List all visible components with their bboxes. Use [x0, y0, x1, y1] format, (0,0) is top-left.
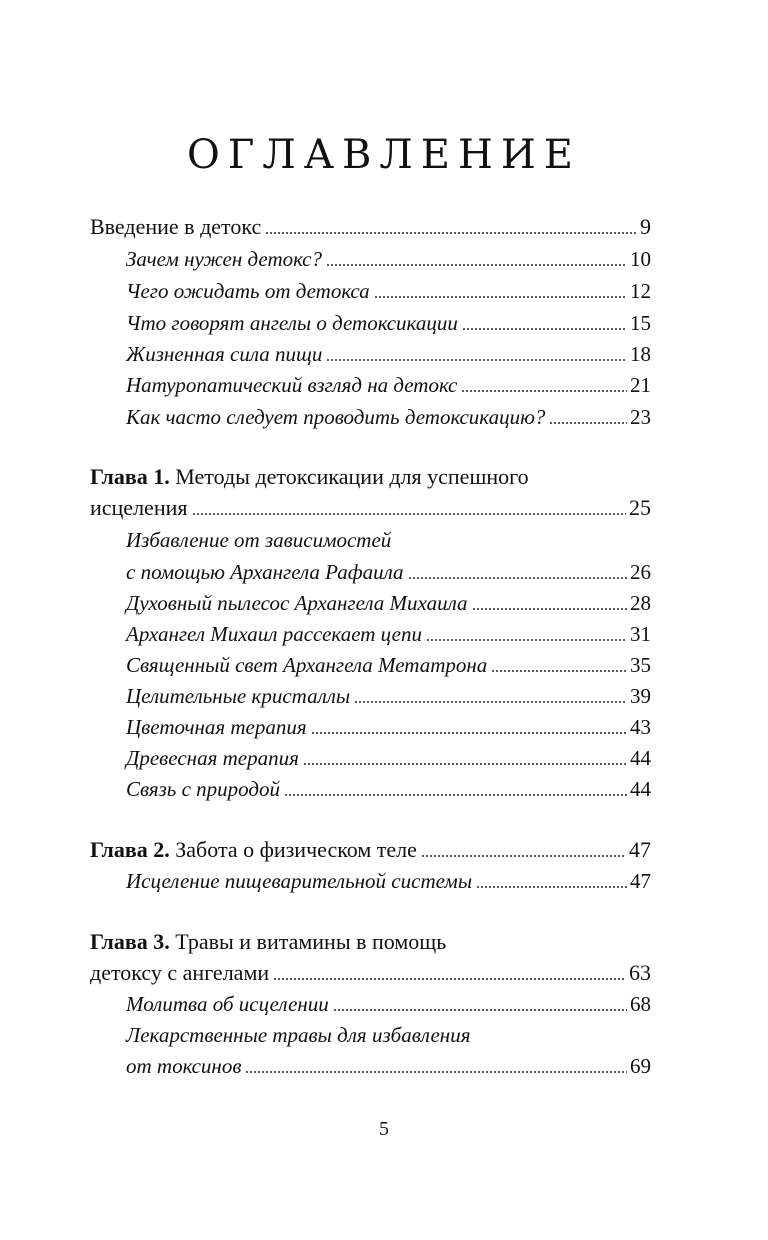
dot-leader: [426, 639, 627, 641]
toc-entry[interactable]: [90, 212, 651, 242]
toc-entry-page: 43: [630, 715, 651, 739]
toc-entry-page: 15: [630, 311, 651, 335]
dot-leader: [326, 264, 627, 266]
toc-entry[interactable]: [126, 774, 651, 804]
toc-entry[interactable]: [126, 989, 651, 1019]
toc-entry[interactable]: [126, 681, 651, 711]
dot-leader: [354, 701, 627, 703]
toc-chapter-entry[interactable]: [90, 835, 651, 865]
toc-entry-page: 69: [630, 1054, 651, 1078]
dot-leader: [549, 422, 627, 424]
toc-entry[interactable]: [126, 712, 651, 742]
toc-entry-label: Методы детоксикации для успешного: [175, 464, 529, 489]
toc-chapter-heading[interactable]: [90, 462, 529, 492]
toc-entry-label: Натуропатический взгляд на детокс: [126, 373, 458, 397]
toc-entry[interactable]: [126, 650, 651, 680]
toc-entry-label: Цветочная терапия: [126, 715, 307, 739]
toc-entry-page: 39: [630, 684, 651, 708]
toc-entry-label: с помощью Архангела Рафаила: [126, 560, 404, 584]
dot-leader: [461, 390, 627, 392]
toc-entry-label: Как часто следует проводить детоксикацию?: [126, 405, 546, 429]
toc-entry[interactable]: [126, 370, 651, 400]
toc-entry-page: 21: [630, 373, 651, 397]
toc-entry-page: 68: [630, 992, 651, 1016]
dot-leader: [273, 978, 626, 980]
toc-entry-label: Жизненная сила пищи: [126, 342, 323, 366]
dot-leader: [472, 608, 628, 610]
toc-entry[interactable]: [126, 525, 391, 555]
toc-entry-label: Целительные кристаллы: [126, 684, 351, 708]
toc-entry[interactable]: [126, 866, 651, 896]
toc-entry[interactable]: [126, 588, 651, 618]
toc-entry-page: 63: [629, 960, 651, 985]
toc-entry-page: 18: [630, 342, 651, 366]
toc-chapter-heading[interactable]: [90, 927, 446, 957]
toc-entry-page: 44: [630, 746, 651, 770]
page-title: ОГЛАВЛЕНИЕ: [187, 132, 581, 178]
toc-entry[interactable]: [126, 743, 651, 773]
dot-leader: [421, 855, 626, 857]
toc-entry-label: Священный свет Архангела Метатрона: [126, 653, 488, 677]
dot-leader: [374, 296, 627, 298]
toc-entry[interactable]: [126, 557, 651, 587]
dot-leader: [326, 359, 627, 361]
toc-entry-page: 31: [630, 622, 651, 646]
toc-entry-page: 47: [630, 869, 651, 893]
toc-entry-page: 47: [629, 837, 651, 862]
toc-entry[interactable]: [126, 308, 651, 338]
toc-entry-label: Введение в детокс: [90, 214, 262, 239]
chapter-number: Глава 1.: [90, 464, 170, 489]
toc-entry-page: 35: [630, 653, 651, 677]
toc-entry[interactable]: [90, 958, 651, 988]
chapter-number: Глава 3.: [90, 929, 170, 954]
toc-entry-label: Духовный пылесос Архангела Михаила: [126, 591, 468, 615]
toc-entry-label: Исцеление пищеварительной системы: [126, 869, 473, 893]
toc-entry-label: Молитва об исцелении: [126, 992, 329, 1016]
dot-leader: [284, 794, 627, 796]
dot-leader: [303, 763, 627, 765]
dot-leader: [408, 577, 627, 579]
dot-leader: [462, 328, 627, 330]
toc-entry-page: 12: [630, 279, 651, 303]
toc-entry-label: от токсинов: [126, 1054, 242, 1078]
toc-entry[interactable]: [126, 244, 651, 274]
dot-leader: [311, 732, 627, 734]
toc-entry[interactable]: [126, 276, 651, 306]
page-number: 5: [379, 1118, 389, 1140]
toc-entry-label: Чего ожидать от детокса: [126, 279, 370, 303]
toc-entry-label: Забота о физическом теле: [175, 837, 417, 862]
toc-entry-page: 26: [630, 560, 651, 584]
toc-entry-label: Зачем нужен детокс?: [126, 247, 322, 271]
toc-entry-page: 9: [640, 214, 651, 239]
toc-entry-page: 23: [630, 405, 651, 429]
toc-entry-page: 44: [630, 777, 651, 801]
toc-entry[interactable]: [126, 619, 651, 649]
dot-leader: [192, 513, 627, 515]
toc-entry-label: Древесная терапия: [126, 746, 299, 770]
toc-entry-label: исцеления: [90, 495, 188, 520]
dot-leader: [333, 1009, 627, 1011]
toc-entry-label: Архангел Михаил рассекает цепи: [126, 622, 422, 646]
toc-entry[interactable]: [126, 402, 651, 432]
dot-leader: [491, 670, 627, 672]
toc-entry-label: Что говорят ангелы о детоксикации: [126, 311, 458, 335]
toc-entry-page: 28: [630, 591, 651, 615]
toc-entry[interactable]: [126, 339, 651, 369]
toc-entry-label: Травы и витамины в помощь: [175, 929, 447, 954]
toc-entry-label: Избавление от зависимостей: [126, 528, 392, 552]
dot-leader: [245, 1071, 627, 1073]
toc-entry[interactable]: [126, 1051, 651, 1081]
toc-entry[interactable]: [90, 493, 651, 523]
chapter-number: Глава 2.: [90, 837, 170, 862]
toc-entry-label: детоксу с ангелами: [90, 960, 270, 985]
dot-leader: [476, 886, 627, 888]
toc-entry[interactable]: [126, 1020, 471, 1050]
dot-leader: [265, 232, 637, 234]
toc-entry-page: 25: [629, 495, 651, 520]
toc-entry-label: Лекарственные травы для избавления: [126, 1023, 471, 1047]
toc-entry-label: Связь с природой: [126, 777, 281, 801]
toc-entry-page: 10: [630, 247, 651, 271]
